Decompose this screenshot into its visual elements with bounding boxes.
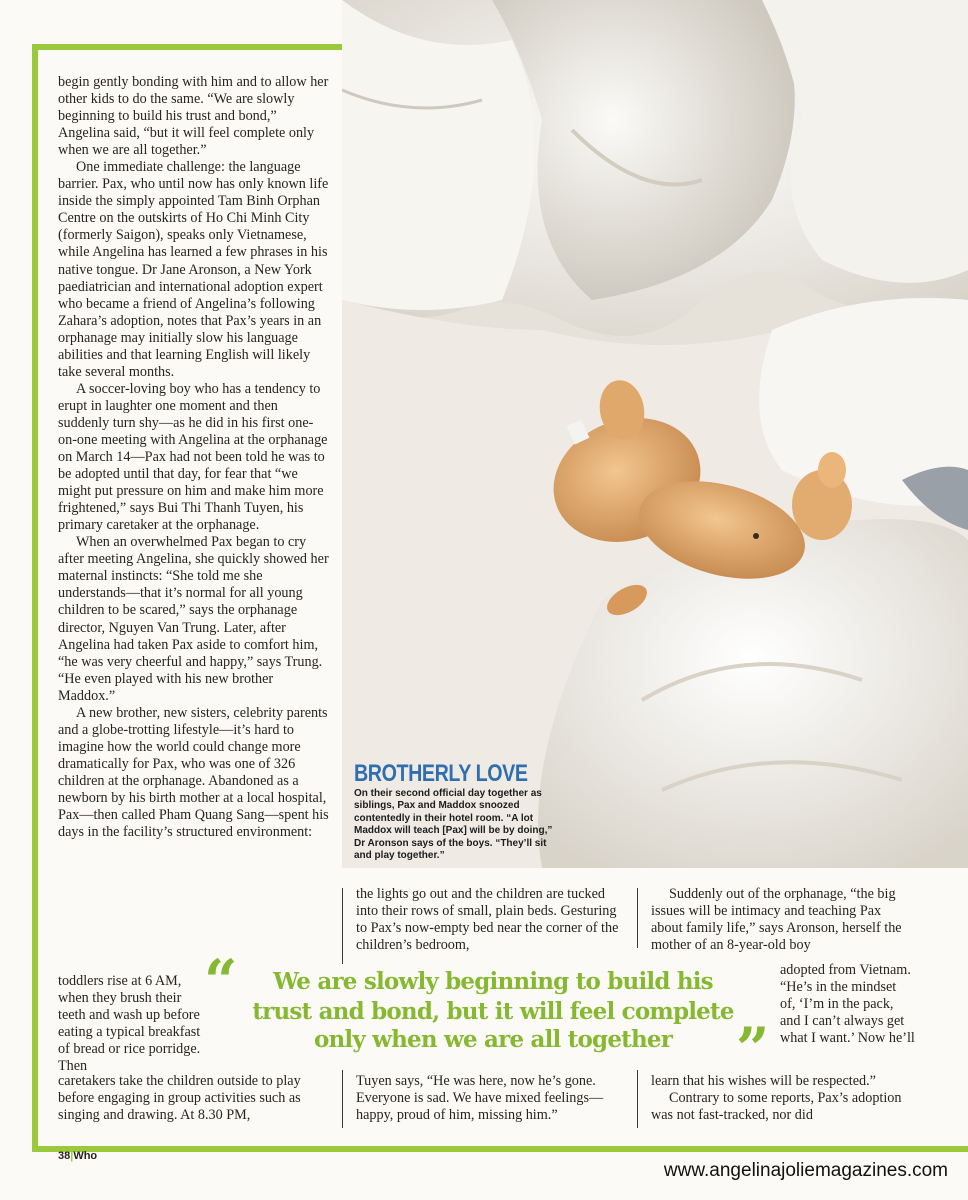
article-column-2-bottom xyxy=(356,1073,626,1124)
website-url: www.angelinajoliemagazines.com xyxy=(663,1160,948,1181)
article-column-2 xyxy=(356,886,626,954)
photo-caption xyxy=(354,762,554,862)
pull-quote-line-3: only when we are all together xyxy=(313,1026,673,1053)
paragraph: Suddenly out of the orphanage, “the big issues will be intimacy and teaching Pax about family life,” says Aronson, herself the mother of an 8-year-old boy xyxy=(651,886,902,954)
article-column-3-wrap xyxy=(780,962,915,1047)
article-column-1-wrap xyxy=(58,973,208,1075)
magazine-name: Who xyxy=(73,1150,98,1162)
close-quote-mark: ” xyxy=(736,1015,770,1083)
pull-quote-line-2: trust and bond, but it will feel complete xyxy=(252,998,734,1025)
article-column-3 xyxy=(651,886,913,954)
paragraph: adopted from Vietnam. “He’s in the mindset of, ‘I’m in the pack, and I can’t always get what I want.’ Now he’ll xyxy=(780,962,915,1047)
paragraph: toddlers rise at 6 AM, when they brush their teeth and wash up before eating a typical breakfast of bread or rice porridge. Then xyxy=(58,973,201,1075)
paragraph: Contrary to some reports, Pax’s adoption was not fast-tracked, nor did xyxy=(651,1090,902,1124)
paragraph: the lights go out and the children are tucked into their rows of small, plain beds. Gesturing to Pax’s now-empty bed near the corner of the children’s bedroom, xyxy=(356,886,619,954)
photo-illustration xyxy=(342,0,968,868)
column-rule xyxy=(637,888,638,948)
pull-quote-line-1: We are slowly beginning to build his xyxy=(273,968,713,995)
article-column-3-bottom xyxy=(651,1073,913,1124)
bed-teddy-photo xyxy=(342,0,968,868)
page-number: 38 xyxy=(58,1150,71,1162)
folio-separator: | xyxy=(70,1150,74,1162)
column-rule xyxy=(342,1070,343,1128)
paragraph: A new brother, new sisters, celebrity parents and a globe-trotting lifestyle—it’s hard to imagine how the world could change more dramatically for Pax, who was one of 326 children at the orphanage. Abandoned as a newborn by his birth mother at a local hospital, Pax—then called Pham Quang Sang—spent his days in the facility’s structured environment: xyxy=(58,704,329,841)
paragraph: A soccer-loving boy who has a tendency to erupt in laughter one moment and then suddenly turn shy—as he did in his first one-on-one meeting with Angelina at the orphanage on March 14—Pax had not been told he was to be adopted until that day, for fear that “we might put pressure on him and make him more frightened,” says Bui Thi Thanh Tuyen, his primary caretaker at the orphanage. xyxy=(58,380,328,534)
paragraph: When an overwhelmed Pax began to cry after meeting Angelina, she quickly showed her maternal instincts: “She told me she understands—that it’s normal for all young children to be scared,” says the orphanage director, Nguyen Van Trung. Later, after Angelina had taken Pax aside to comfort him, “he was very cheerful and happy,” says Trung. “He even played with his new brother Maddox.” xyxy=(58,534,329,704)
pull-quote xyxy=(204,947,776,1083)
paragraph: learn that his wishes will be respected.” xyxy=(651,1073,876,1089)
paragraph: begin gently bonding with him and to allow her other kids to do the same. “We are slowly beginning to build his trust and bond,” Angelina said, “but it will feel complete only when we are all together.” xyxy=(58,74,329,159)
paragraph: caretakers take the children outside to play before engaging in group activities such as singing and drawing. At 8.30 PM, xyxy=(58,1073,301,1124)
green-frame-bottom xyxy=(32,1146,968,1152)
page-folio xyxy=(58,1150,97,1162)
open-quote-mark: “ xyxy=(204,947,238,1015)
paragraph: Tuyen says, “He was here, now he’s gone. Everyone is sad. We have mixed feelings—happy, proud of him, missing him.” xyxy=(356,1073,604,1124)
column-rule xyxy=(637,1070,638,1128)
green-frame-top xyxy=(32,44,344,50)
green-frame-left xyxy=(32,44,38,1152)
column-rule xyxy=(342,888,343,964)
caption-title: BROTHERLY LOVE xyxy=(354,760,528,787)
article-column-1 xyxy=(58,74,330,841)
caption-text: On their second official day together as siblings, Pax and Maddox snoozed contentedly in their hotel room. “A lot Maddox will teach [Pax] will be by doing,” Dr Aronson says of the boys. “They’ll sit and play together.” xyxy=(354,788,553,862)
article-column-1-bottom xyxy=(58,1073,338,1124)
paragraph: One immediate challenge: the language barrier. Pax, who until now has only known life inside the simply appointed Tam Binh Orphan Centre on the outskirts of Ho Chi Minh City (formerly Saigon), speaks only Vietnamese, while Angelina has learned a few phrases in his native tongue. Dr Jane Aronson, a New York paediatrician and international adoption expert who became a friend of Angelina’s following Zahara’s adoption, notes that Pax’s years in an orphanage may initially slow his language abilities and that learning English will likely take several months. xyxy=(58,159,329,380)
